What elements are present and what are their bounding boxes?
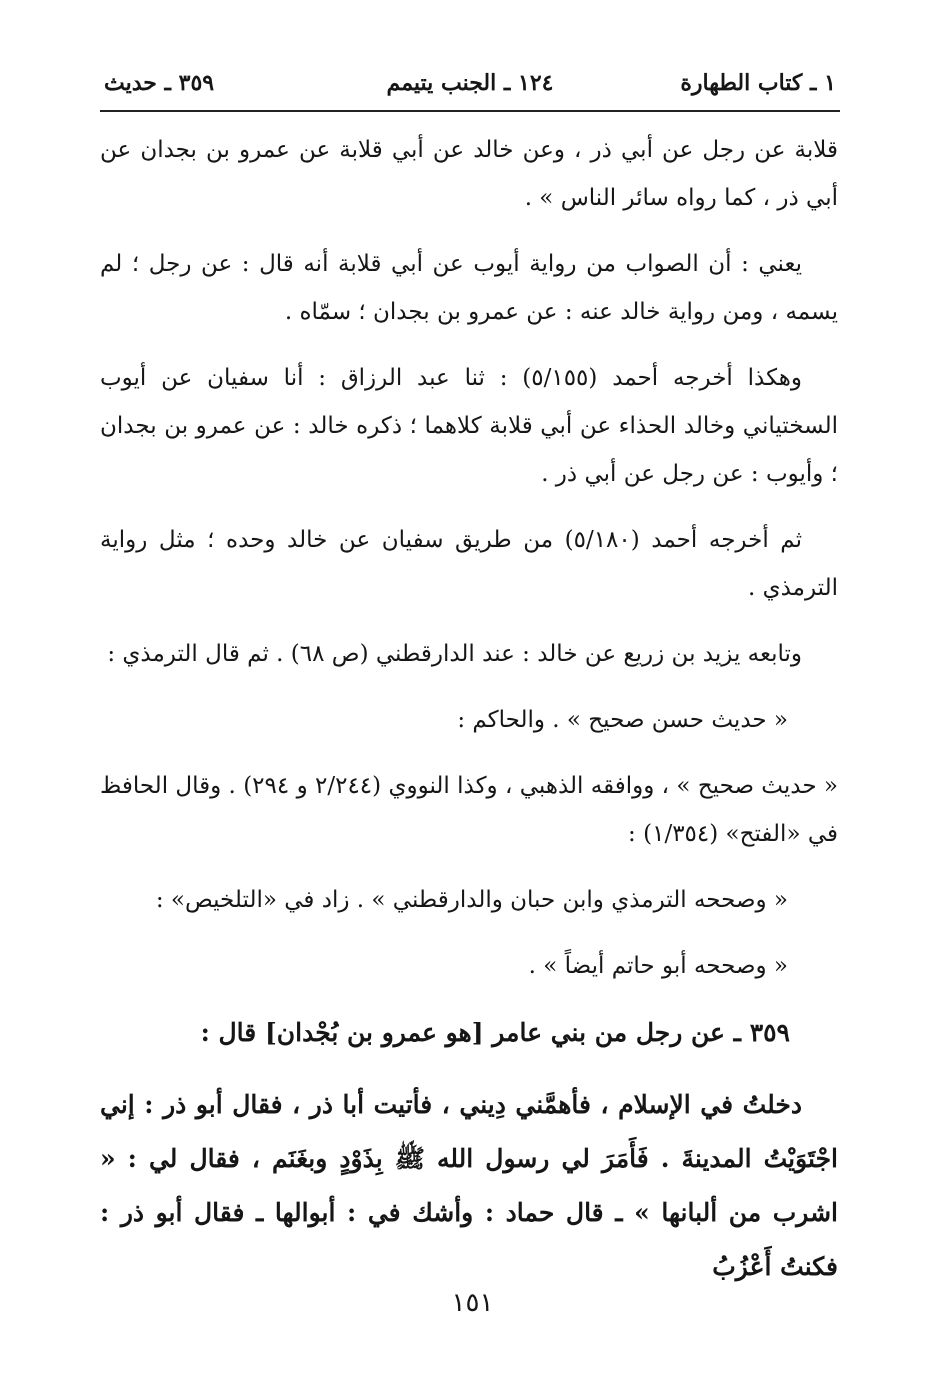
- header-divider: [100, 110, 840, 112]
- paragraph-explanation: يعني : أن الصواب من رواية أيوب عن أبي قلابة أنه قال : عن رجل ؛ لم يسمه ، ومن رواية خالد عنه : عن عمرو بن بجدان ؛ سمّاه .: [100, 251, 838, 325]
- header-book-title: ١ ـ كتاب الطهارة: [680, 70, 836, 96]
- paragraph-ahmad-155: وهكذا أخرجه أحمد (٥/١٥٥) : ثنا عبد الرزاق : أنا سفيان عن أيوب السختياني وخالد الحذاء عن أبي قلابة كلاهما ؛ ذكره خالد : عن عمرو بن بجدان ؛ وأيوب : عن رجل عن أبي ذر .: [100, 365, 838, 487]
- paragraph-tirmidhi-quote: « حديث حسن صحيح » . والحاكم :: [457, 707, 788, 733]
- paragraph-ahmad-180: ثم أخرجه أحمد (٥/١٨٠) من طريق سفيان عن خالد وحده ؛ مثل رواية الترمذي .: [100, 527, 838, 601]
- paragraph-hakim-quote: « حديث صحيح » ، ووافقه الذهبي ، وكذا النووي (٢/٢٤٤ و ٢٩٤) . وقال الحافظ في «الفتح» (١/٣٥٤) :: [100, 773, 838, 847]
- paragraph-talkhis-quote: « وصححه الترمذي وابن حبان والدارقطني » . زاد في «التلخيص» :: [155, 887, 788, 913]
- hadith-heading: ٣٥٩ ـ عن رجل من بني عامر [هو عمرو بن بُجْدان] قال :: [200, 1018, 790, 1047]
- header-hadith-number: ٣٥٩ ـ حديث: [104, 70, 215, 96]
- hadith-text: دخلتُ في الإسلام ، فأهمَّني دِيني ، فأتيت أبا ذر ، فقال أبو ذر : إني اجْتَوَيْتُ المدينةَ . فَأَمَرَ لي رسول الله ﷺ بِذَوْدٍ وبغَنَم ، فقال لي : « اشرب من ألبانها » ـ قال حماد : وأشك في : أبوالها ـ فقال أبو ذر : فكنتُ أَعْزُبُ: [100, 1090, 838, 1281]
- page-body: [100, 126, 838, 1294]
- header-chapter-title: ١٢٤ ـ الجنب يتيمم: [386, 70, 554, 96]
- page-number: ١٥١: [451, 1288, 494, 1318]
- paragraph-continuation: قلابة عن رجل عن أبي ذر ، وعن خالد عن أبي قلابة عن عمرو بن بجدان عن أبي ذر ، كما رواه سائر الناس » .: [100, 137, 838, 211]
- paragraph-abu-hatim-quote: « وصححه أبو حاتم أيضاً » .: [528, 953, 788, 979]
- paragraph-daraqutni: وتابعه يزيد بن زريع عن خالد : عند الدارقطني (ص ٦٨) . ثم قال الترمذي :: [107, 641, 802, 667]
- running-header: [100, 62, 840, 102]
